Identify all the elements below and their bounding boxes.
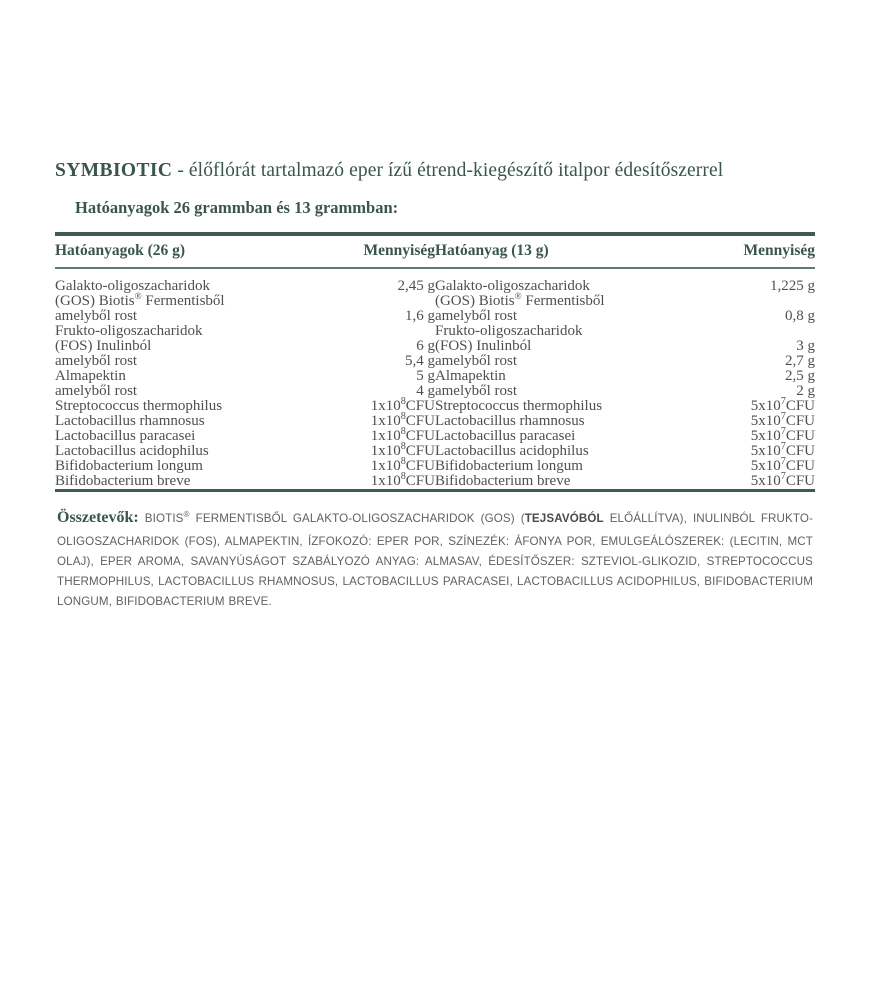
ingredient-qty: 1,225 g bbox=[770, 278, 815, 294]
organism-count bbox=[294, 396, 435, 414]
table-row bbox=[55, 324, 815, 339]
organism-name: Lactobacillus rhamnosus bbox=[55, 413, 205, 429]
ingredient-qty: 5,4 g bbox=[404, 353, 435, 369]
table-row bbox=[55, 339, 815, 354]
organism-name: Lactobacillus acidophilus bbox=[434, 443, 589, 459]
count-base: 5x10 bbox=[750, 398, 781, 414]
count-unit: CFU bbox=[785, 458, 815, 474]
ingredient-name-post: Fermentisből bbox=[521, 293, 605, 309]
column-header-quantity-26g: Mennyiség bbox=[294, 234, 435, 268]
count-exponent: 8 bbox=[400, 396, 406, 407]
organism-name: Bifidobacterium longum bbox=[55, 458, 203, 474]
table-row bbox=[55, 294, 815, 309]
count-exponent: 7 bbox=[780, 426, 786, 437]
organism-count bbox=[294, 441, 435, 459]
organism-name: Bifidobacterium longum bbox=[434, 458, 583, 474]
count-exponent: 7 bbox=[780, 456, 786, 467]
organism-count bbox=[674, 441, 815, 459]
organism-name: Lactobacillus acidophilus bbox=[55, 443, 209, 459]
table-row bbox=[55, 279, 815, 294]
brand-name: SYMBIOTIC bbox=[55, 160, 173, 181]
ingredients-text-part3: ELŐÁLLÍTVA), INULINBÓL FRUKTO-OLIGOSZACHARIDOK (FOS), ALMAPEKTIN, ÍZFOKOZÓ: EPER POR, SZÍNEZÉK: ÁFONYA POR, EMULGEÁLÓSZEREK: (LECITIN, MCT OLAJ), EPER AROMA, SAVANYÚSÁGOT SZABÁLYOZÓ ANYAG: ALMASAV, ÉDESÍTŐSZER: SZTEVIOL-GLIKOZID, STREPTOCOCCUS THERMOPHILUS, LACTOBACILLUS RHAMNOSUS, LACTOBACILLUS PARACASEI, LACTOBACILLUS ACIDOPHILUS, BIFIDOBACTERIUM LONGUM, BIFIDOBACTERIUM BREVE. bbox=[57, 512, 813, 608]
ingredient-subnote: amelyből rost bbox=[55, 353, 138, 369]
table-row bbox=[55, 369, 815, 384]
count-unit: CFU bbox=[785, 473, 815, 489]
count-unit: CFU bbox=[785, 443, 815, 459]
ingredient-name-pre: (GOS) Biotis bbox=[434, 293, 515, 309]
registered-mark-icon: ® bbox=[134, 292, 142, 302]
ingredient-name-pre: (GOS) Biotis bbox=[55, 293, 135, 309]
count-base: 5x10 bbox=[750, 428, 781, 444]
organism-name: Streptococcus thermophilus bbox=[55, 398, 223, 414]
organism-name: Bifidobacterium breve bbox=[55, 473, 191, 489]
ingredient-subnote: amelyből rost bbox=[434, 308, 518, 324]
count-unit: CFU bbox=[405, 473, 435, 489]
ingredient-qty bbox=[294, 294, 435, 309]
organism-name: Streptococcus thermophilus bbox=[434, 398, 603, 414]
ingredient-name: Frukto-oligoszacharidok bbox=[434, 323, 583, 339]
count-base: 1x10 bbox=[370, 413, 401, 429]
ingredient-qty bbox=[674, 324, 815, 339]
ingredient-qty: 1,6 g bbox=[404, 308, 435, 324]
organism-count bbox=[674, 396, 815, 414]
registered-mark-icon: ® bbox=[183, 510, 190, 520]
ingredient-qty: 4 g bbox=[416, 383, 435, 399]
table-header-row bbox=[55, 234, 815, 268]
organism-count bbox=[294, 426, 435, 444]
count-unit: CFU bbox=[405, 398, 435, 414]
table-subtitle: Hatóanyagok 26 grammban és 13 grammban: bbox=[75, 198, 399, 217]
ingredient-qty: 0,8 g bbox=[785, 308, 815, 324]
ingredient-name: (FOS) Inulinból bbox=[55, 338, 152, 354]
ingredient-qty: 2,7 g bbox=[785, 353, 815, 369]
ingredients-allergen: TEJSAVÓBÓL bbox=[524, 512, 604, 525]
count-unit: CFU bbox=[785, 428, 815, 444]
organism-count bbox=[294, 456, 435, 474]
table-row bbox=[55, 429, 815, 444]
count-exponent: 8 bbox=[400, 441, 406, 452]
table-row bbox=[55, 309, 815, 324]
ingredient-qty bbox=[674, 294, 815, 309]
ingredients-text-part1: BIOTIS bbox=[138, 512, 184, 525]
organism-count bbox=[674, 426, 815, 444]
ingredient-qty: 6 g bbox=[416, 338, 435, 354]
ingredient-name: Almapektin bbox=[55, 368, 126, 384]
ingredient-qty: 3 g bbox=[796, 338, 815, 354]
organism-name: Lactobacillus paracasei bbox=[434, 428, 576, 444]
organism-name: Bifidobacterium breve bbox=[434, 473, 571, 489]
table-row bbox=[55, 444, 815, 459]
organism-count bbox=[674, 456, 815, 474]
count-base: 1x10 bbox=[370, 398, 401, 414]
ingredient-name: Galakto-oligoszacharidok bbox=[434, 278, 590, 294]
count-unit: CFU bbox=[405, 443, 435, 459]
count-base: 1x10 bbox=[370, 473, 401, 489]
table-row bbox=[55, 384, 815, 399]
count-unit: CFU bbox=[405, 428, 435, 444]
ingredient-subnote: amelyből rost bbox=[434, 353, 518, 369]
count-exponent: 7 bbox=[780, 411, 786, 422]
ingredient-qty: 2 g bbox=[796, 383, 815, 399]
ingredient-name bbox=[435, 294, 674, 309]
ingredient-name: Galakto-oligoszacharidok bbox=[55, 278, 210, 294]
ingredient-subnote: amelyből rost bbox=[434, 383, 518, 399]
organism-count bbox=[294, 471, 435, 489]
active-ingredients-table bbox=[55, 232, 815, 489]
count-unit: CFU bbox=[785, 398, 815, 414]
count-base: 5x10 bbox=[750, 443, 781, 459]
organism-count bbox=[674, 411, 815, 429]
count-exponent: 7 bbox=[780, 396, 786, 407]
table-row bbox=[55, 414, 815, 429]
ingredient-name: Frukto-oligoszacharidok bbox=[55, 323, 203, 339]
count-base: 5x10 bbox=[750, 473, 781, 489]
ingredient-qty: 2,45 g bbox=[397, 278, 435, 294]
ingredient-name: Almapektin bbox=[434, 368, 506, 384]
product-description: - élőflórát tartalmazó eper ízű étrend-kiegészítő italpor édesítőszerrel bbox=[172, 160, 724, 181]
count-exponent: 8 bbox=[400, 471, 406, 482]
ingredient-subnote: amelyből rost bbox=[55, 308, 138, 324]
page-title bbox=[55, 160, 840, 182]
count-exponent: 7 bbox=[780, 471, 786, 482]
ingredient-name bbox=[55, 294, 294, 309]
column-header-ingredients-13g: Hatóanyag (13 g) bbox=[435, 234, 674, 268]
organism-name: Lactobacillus rhamnosus bbox=[434, 413, 585, 429]
count-base: 5x10 bbox=[750, 458, 781, 474]
count-exponent: 8 bbox=[400, 411, 406, 422]
count-base: 5x10 bbox=[750, 413, 781, 429]
ingredient-qty: 5 g bbox=[416, 368, 435, 384]
table-bottom-divider bbox=[55, 489, 815, 492]
ingredients-paragraph bbox=[57, 504, 813, 612]
ingredient-qty bbox=[294, 324, 435, 339]
organism-count bbox=[294, 411, 435, 429]
ingredient-subnote: amelyből rost bbox=[55, 383, 138, 399]
ingredient-qty: 2,5 g bbox=[785, 368, 815, 384]
table-row bbox=[55, 459, 815, 474]
ingredient-name-post: Fermentisből bbox=[141, 293, 225, 309]
ingredient-name: (FOS) Inulinból bbox=[434, 338, 532, 354]
table-row bbox=[55, 399, 815, 414]
ingredients-label: Összetevők: bbox=[57, 509, 139, 526]
count-exponent: 7 bbox=[780, 441, 786, 452]
registered-mark-icon: ® bbox=[514, 292, 522, 302]
count-unit: CFU bbox=[785, 413, 815, 429]
ingredients-text-part2: FERMENTISBŐL GALAKTO-OLIGOSZACHARIDOK (GOS) ( bbox=[189, 512, 525, 525]
active-ingredients-table-wrap bbox=[55, 232, 815, 489]
organism-count bbox=[674, 471, 815, 489]
column-header-ingredients-26g: Hatóanyagok (26 g) bbox=[55, 234, 294, 268]
count-base: 1x10 bbox=[370, 458, 401, 474]
organism-name: Lactobacillus paracasei bbox=[55, 428, 196, 444]
count-base: 1x10 bbox=[370, 428, 401, 444]
count-exponent: 8 bbox=[400, 456, 406, 467]
table-row bbox=[55, 474, 815, 489]
table-row bbox=[55, 354, 815, 369]
count-unit: CFU bbox=[405, 413, 435, 429]
count-base: 1x10 bbox=[370, 443, 401, 459]
column-header-quantity-13g: Mennyiség bbox=[674, 234, 815, 268]
count-exponent: 8 bbox=[400, 426, 406, 437]
count-unit: CFU bbox=[405, 458, 435, 474]
